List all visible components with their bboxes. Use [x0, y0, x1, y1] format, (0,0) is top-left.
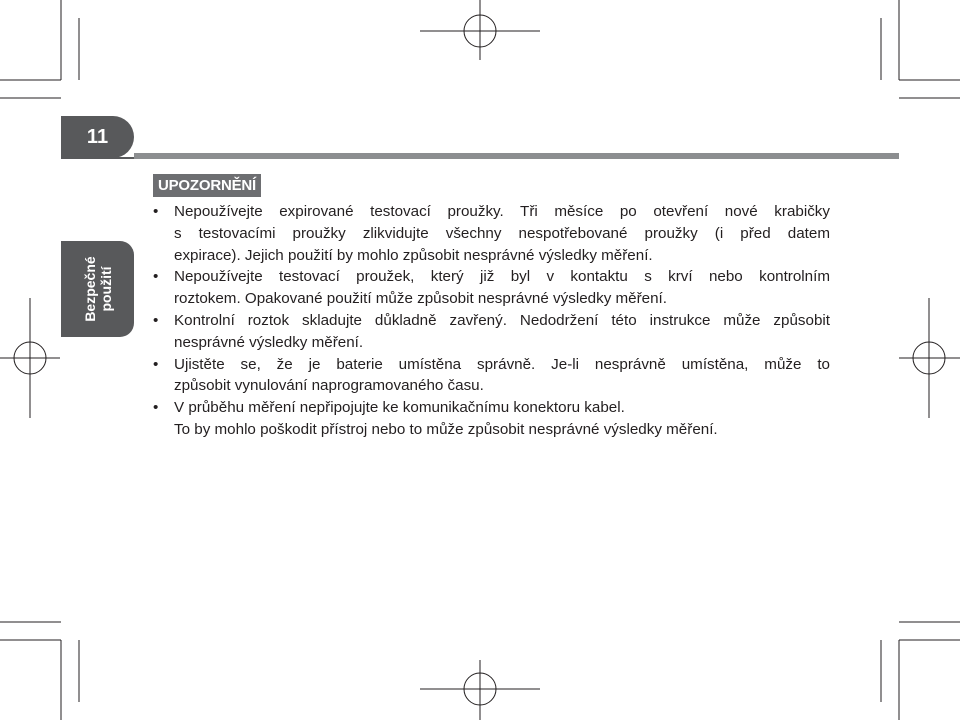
section-heading: UPOZORNĚNÍ — [153, 174, 261, 197]
section-tab-label — [82, 256, 114, 321]
header-rule — [134, 153, 899, 159]
section-tab — [61, 241, 134, 337]
warning-list — [153, 201, 830, 441]
page-number: 11 — [61, 116, 134, 158]
registration-mark-bottom — [420, 660, 540, 720]
registration-mark-top — [420, 0, 540, 60]
warning-content — [153, 201, 830, 441]
registration-mark-right — [899, 298, 960, 418]
list-item: • Nepoužívejte testovací proužek, který již byl v kontaktu s krví nebo kontrolním roztokem. Opakované použití může způsobit nesprávné výsledky měření. — [153, 266, 830, 310]
list-item: • Kontrolní roztok skladujte důkladně zavřený. Nedodržení této instrukce může způsobit nesprávné výsledky měření. — [153, 310, 830, 354]
registration-mark-left — [0, 298, 60, 418]
list-item: • V průběhu měření nepřipojujte ke komunikačnímu konektoru kabel. To by mohlo poškodit přístroj nebo to může způsobit nesprávné výsledky měření. — [153, 397, 830, 441]
list-item: • Nepoužívejte expirované testovací proužky. Tři měsíce po otevření nové krabičky s testovacími proužky zlikvidujte všechny nespotřebované proužky (i před datem expirace). Jejich použití by mohlo způsobit nesprávné výsledky měření. — [153, 201, 830, 266]
section-tab-line-2: použití — [98, 266, 114, 312]
section-tab-line-1: Bezpečné — [82, 256, 98, 322]
list-item: • Ujistěte se, že je baterie umístěna správně. Je-li nesprávně umístěna, může to způsobit vynulování naprogramovaného času. — [153, 354, 830, 398]
